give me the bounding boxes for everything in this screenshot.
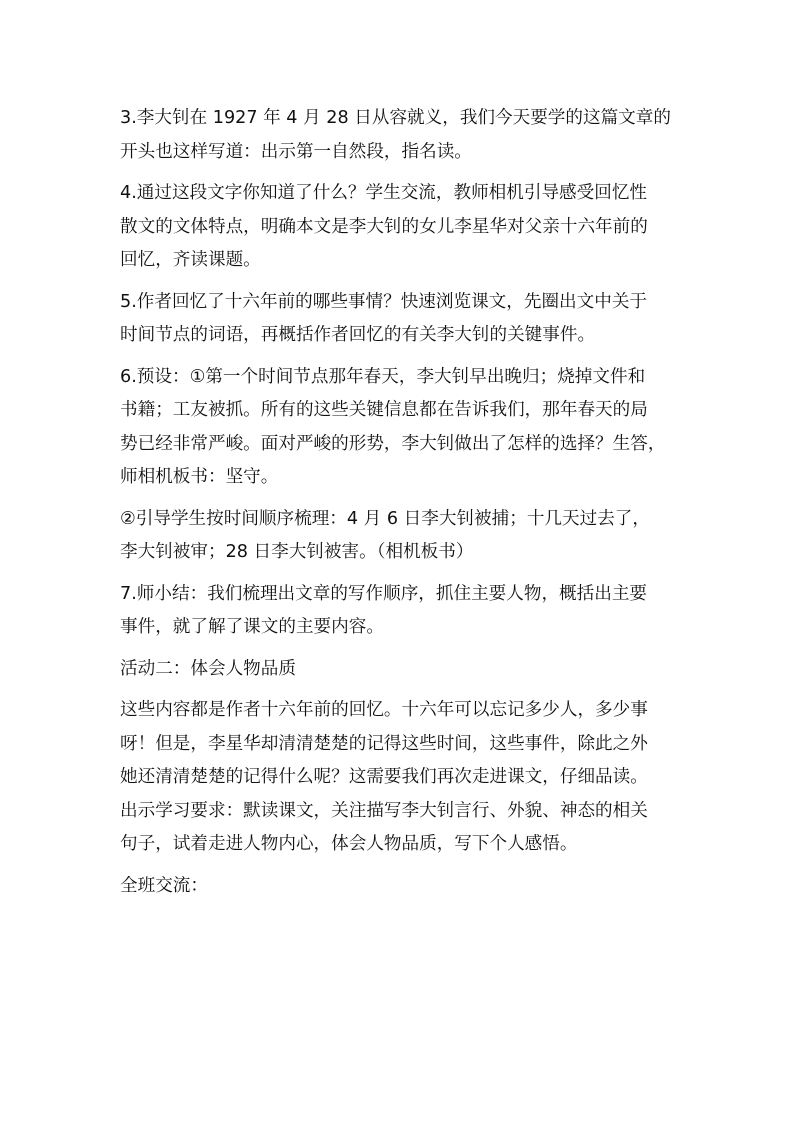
paragraph-step-7 (120, 578, 680, 645)
text-line: 时间节点的词语，再概括作者回忆的有关李大钊的关键事件。 (120, 325, 596, 345)
paragraph-step-4 (120, 177, 680, 278)
text-line: 事件，就了解了课文的主要内容。 (120, 617, 384, 637)
text-line: 出示学习要求：默读课文，关注描写李大钊言行、外貌、神态的相关 (120, 800, 648, 821)
text-line: 7.师小结：我们梳理出文章的写作顺序，抓住主要人物，概括出主要 (120, 583, 648, 604)
section-heading-activity-2 (120, 653, 680, 687)
text-line: ②引导学生按时间顺序梳理：4 月 6 日李大钊被捕；十几天过去了， (120, 508, 650, 529)
text-line: 呀！但是，李星华却清清楚楚的记得这些时间，这些事件，除此之外 (120, 733, 648, 754)
paragraph-timeline (120, 503, 680, 570)
paragraph-class-discussion (120, 870, 680, 904)
text-line: 回忆，齐读课题。 (120, 250, 261, 270)
text-line: 句子，试着走进人物内心，体会人物品质，写下个人感悟。 (120, 834, 578, 854)
text-line: 5.作者回忆了十六年前的哪些事情？快速浏览课文，先圈出文中关于 (120, 291, 648, 312)
text-line: 3.李大钊在 1927 年 4 月 28 日从容就义，我们今天要学的这篇文章的 (120, 108, 671, 128)
text-line: 师相机板书：坚守。 (120, 467, 279, 487)
text-line: 散文的文体特点，明确本文是李大钊的女儿李星华对父亲十六年前的 (120, 216, 648, 237)
text-line: 李大钊被审；28 日李大钊被害。（相机板书） (120, 542, 474, 562)
text-line: 她还清清楚楚的记得什么呢？这需要我们再次走进课文，仔细品读。 (120, 767, 648, 787)
text-line: 这些内容都是作者十六年前的回忆。十六年可以忘记多少人，多少事 (120, 700, 648, 720)
paragraph-step-3 (120, 102, 680, 169)
text-line: 6.预设：①第一个时间节点那年春天，李大钊早出晚归；烧掉文件和 (120, 366, 646, 387)
text-line: 全班交流： (120, 875, 208, 896)
text-line: 活动二：体会人物品质 (120, 658, 296, 679)
paragraph-step-5 (120, 286, 680, 353)
text-line: 开头也这样写道：出示第一自然段，指名读。 (120, 141, 472, 162)
text-line: 势已经非常严峻。面对严峻的形势，李大钊做出了怎样的选择？生答， (120, 433, 666, 454)
document-page (120, 102, 680, 903)
paragraph-step-6 (120, 361, 680, 495)
text-line: 书籍；工友被抓。所有的这些关键信息都在告诉我们，那年春天的局 (120, 400, 648, 420)
paragraph-activity-2-intro (120, 694, 680, 862)
text-line: 4.通过这段文字你知道了什么？学生交流，教师相机引导感受回忆性 (120, 183, 648, 203)
